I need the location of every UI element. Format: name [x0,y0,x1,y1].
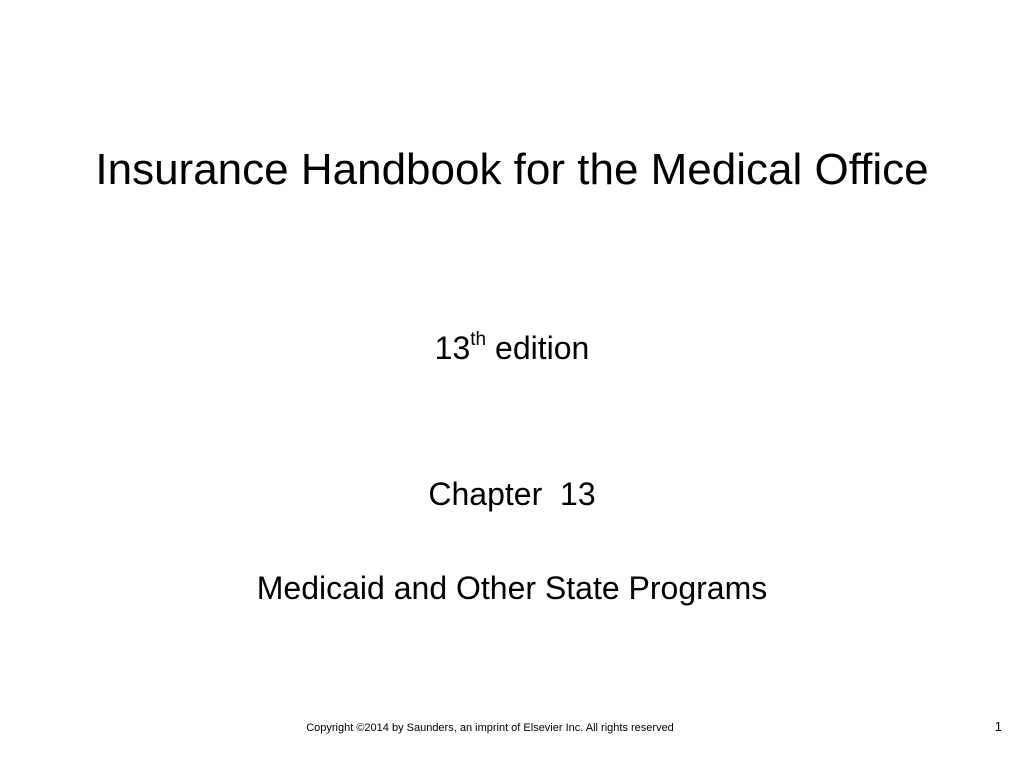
edition-number: 13 [434,330,471,366]
copyright-footer: Copyright ©2014 by Saunders, an imprint of Elsevier Inc. All rights reserved [306,722,674,734]
chapter-title: Medicaid and Other State Programs [256,570,768,606]
edition-suffix: th [470,329,487,350]
slide-title: Insurance Handbook for the Medical Office [95,145,929,194]
page-number: 1 [994,719,1002,734]
edition-line [0,328,1024,368]
chapter-label: Chapter 13 [428,476,596,512]
edition-word: edition [486,330,590,366]
